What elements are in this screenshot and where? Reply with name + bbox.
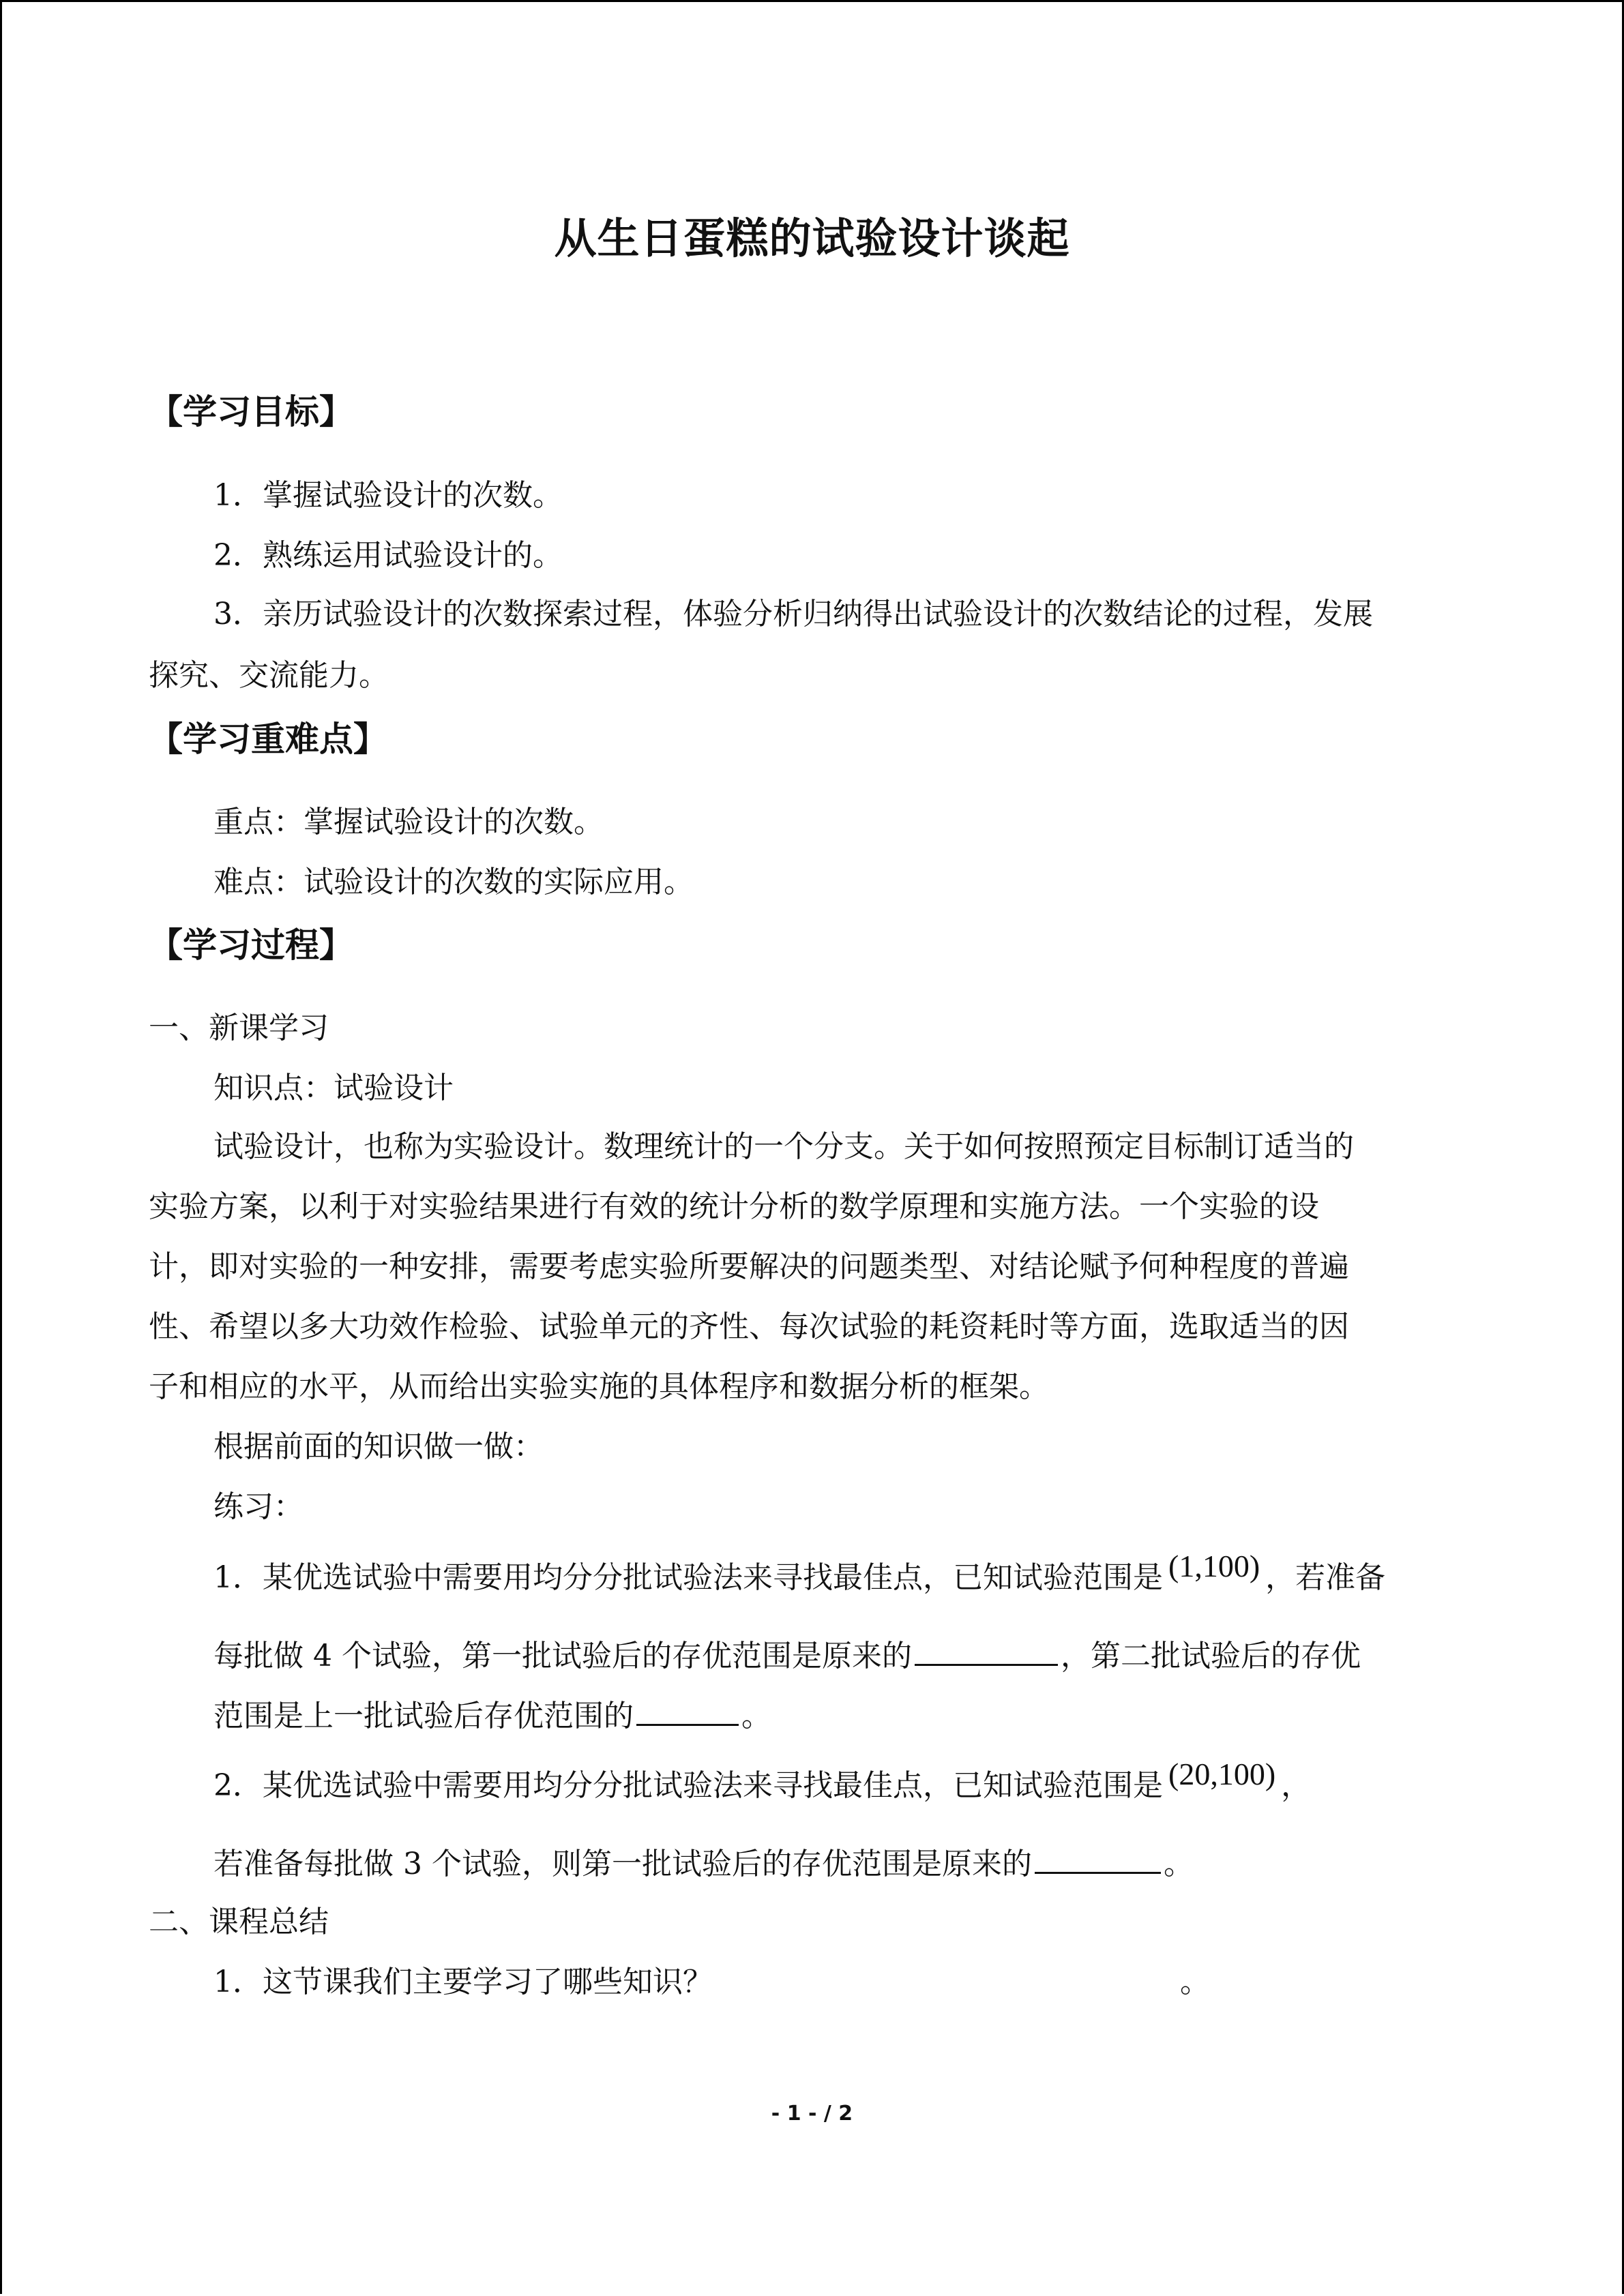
- paragraph-line-2: 实验方案，以利于对实验结果进行有效的统计分析的数学原理和实施方法。一个实验的设: [149, 1189, 1319, 1224]
- question-1-text-2: 每批做 4 个试验，第一批试验后的存优范围是原来的: [213, 1639, 912, 1673]
- page-number: - 1 - / 2: [771, 2102, 853, 2126]
- question-1-text: 1．某优选试验中需要用均分分批试验法来寻找最佳点，已知试验范围是: [213, 1560, 1163, 1595]
- question-2-text-cont: ，: [1281, 1768, 1312, 1803]
- part2-title: 二、课程总结: [149, 1905, 329, 1939]
- question-1-line-2: [213, 1634, 1361, 1677]
- question-2-text-2: 若准备每批做 3 个试验，则第一批试验后的存优范围是原来的: [213, 1847, 1032, 1881]
- difficult-point: 难点：试验设计的次数的实际应用。: [213, 865, 694, 899]
- summary-question-1: 1．这节课我们主要学习了哪些知识？: [213, 1965, 713, 1999]
- paragraph-line-5: 子和相应的水平，从而给出实验实施的具体程序和数据分析的框架。: [149, 1369, 1049, 1404]
- question-2-line-1: [213, 1757, 1312, 1806]
- practice-prompt: 根据前面的知识做一做：: [213, 1429, 544, 1464]
- question-1-text-cont: ，若准备: [1265, 1560, 1386, 1595]
- question-1-line-1: [213, 1549, 1386, 1598]
- question-1-line-3: [213, 1694, 771, 1737]
- paragraph-line-3: 计，即对实验的一种安排，需要考虑实验所要解决的问题类型、对结论赋予何种程度的普遍: [149, 1249, 1349, 1284]
- question-1-text-3: 范围是上一批试验后存优范围的: [213, 1699, 634, 1733]
- paragraph-line-4: 性、希望以多大功效作检验、试验单元的齐性、每次试验的耗资耗时等方面，选取适当的因: [149, 1309, 1349, 1344]
- question-1-end: 。: [741, 1699, 771, 1733]
- question-2-line-2: [213, 1842, 1194, 1885]
- answer-blank-1[interactable]: [915, 1634, 1058, 1666]
- range-2: (20,100): [1168, 1757, 1276, 1791]
- section-heading-process: 【学习过程】: [149, 925, 353, 965]
- section-heading-goals: 【学习目标】: [149, 392, 353, 432]
- answer-blank-3[interactable]: [1035, 1842, 1161, 1874]
- goal-item-3-continued: 探究、交流能力。: [149, 658, 389, 693]
- section-heading-keypoints: 【学习重难点】: [149, 719, 387, 759]
- key-point: 重点：掌握试验设计的次数。: [213, 805, 604, 839]
- question-2-text: 2．某优选试验中需要用均分分批试验法来寻找最佳点，已知试验范围是: [213, 1768, 1163, 1803]
- paragraph-line-1: 试验设计，也称为实验设计。数理统计的一个分支。关于如何按照预定目标制订适当的: [213, 1129, 1354, 1164]
- range-1: (1,100): [1168, 1549, 1260, 1583]
- question-2-end: 。: [1163, 1847, 1194, 1881]
- question-1-text-2-cont: ，第二批试验后的存优: [1060, 1639, 1361, 1673]
- answer-blank-2[interactable]: [636, 1694, 739, 1726]
- document-title: 从生日蛋糕的试验设计谈起: [554, 213, 1070, 263]
- exercise-label: 练习：: [213, 1489, 304, 1524]
- part1-title: 一、新课学习: [149, 1011, 329, 1045]
- knowledge-point: 知识点：试验设计: [213, 1071, 454, 1105]
- summary-question-1-end: 。: [1180, 1965, 1210, 1999]
- goal-item-2: 2．熟练运用试验设计的。: [213, 538, 563, 573]
- goal-item-3: 3．亲历试验设计的次数探索过程，体验分析归纳得出试验设计的次数结论的过程，发展: [213, 597, 1373, 631]
- goal-item-1: 1．掌握试验设计的次数。: [213, 478, 563, 513]
